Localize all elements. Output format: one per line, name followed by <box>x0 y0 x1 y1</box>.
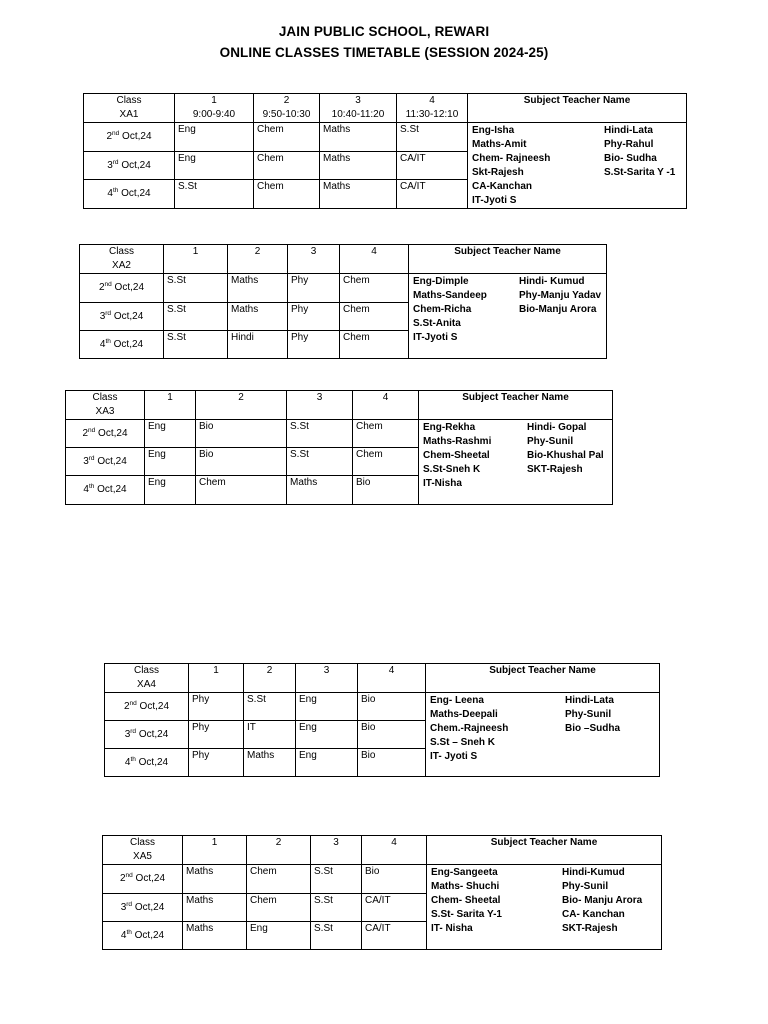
teacher-entry: S.St-Sneh K <box>423 464 481 475</box>
teacher-entry: Eng-Isha <box>472 125 515 136</box>
period-header <box>311 836 362 865</box>
period-header <box>145 391 196 420</box>
day-date: Oct,24 <box>134 901 165 913</box>
day-number: 3 <box>107 159 113 171</box>
class-header <box>80 245 164 274</box>
class-header <box>66 391 145 420</box>
period-header <box>340 245 409 274</box>
subject-cell: Phy <box>189 749 244 777</box>
timetable-xa5 <box>102 835 662 950</box>
day-cell <box>84 152 175 180</box>
period-header <box>353 391 419 420</box>
subject-cell: Bio <box>358 693 426 721</box>
subject-cell: Bio <box>358 749 426 777</box>
subject-cell: Phy <box>288 274 340 303</box>
teacher-entry: S.St-Anita <box>413 318 461 329</box>
teacher-entry: Phy-Rahul <box>604 139 654 150</box>
period-number: 1 <box>192 246 199 257</box>
subject-cell: Maths <box>228 303 288 331</box>
period-header <box>164 245 228 274</box>
subject-cell: Phy <box>288 303 340 331</box>
day-number: 2 <box>106 131 113 142</box>
subject-cell: Maths <box>228 274 288 303</box>
class-header <box>103 836 183 865</box>
class-name: XA3 <box>95 406 115 417</box>
period-header <box>287 391 353 420</box>
day-date: Oct,24 <box>122 131 152 142</box>
day-number: 4 <box>99 338 106 350</box>
teacher-list <box>409 274 607 359</box>
day-row <box>84 123 687 152</box>
subject-cell: Bio <box>362 865 427 894</box>
period-header <box>183 836 247 865</box>
period-header <box>254 94 320 123</box>
day-cell <box>66 448 145 476</box>
teacher-entry: Phy-Sunil <box>527 436 574 447</box>
period-time: 9:00-9:40 <box>192 109 236 120</box>
teacher-entry: Bio-Manju Arora <box>519 304 597 315</box>
teacher-entry: Chem- Sheetal <box>431 895 501 906</box>
day-cell <box>66 476 145 505</box>
class-header <box>105 664 189 693</box>
period-number: 1 <box>213 665 219 676</box>
timetable-xa4 <box>104 663 660 777</box>
period-header <box>320 94 397 123</box>
subject-cell: Chem <box>254 152 320 180</box>
teacher-entry: IT-Nisha <box>423 478 462 489</box>
period-number: 2 <box>254 246 261 257</box>
subject-cell: Maths <box>183 894 247 922</box>
subject-cell: Maths <box>320 123 397 152</box>
subject-cell: S.St <box>175 180 254 209</box>
period-number: 2 <box>238 392 244 403</box>
teacher-entry: Bio- Sudha <box>604 153 657 164</box>
class-label: Class <box>133 665 159 676</box>
subject-cell: Chem <box>340 274 409 303</box>
teacher-entry: Maths-Rashmi <box>423 436 492 447</box>
subject-cell: Chem <box>340 331 409 359</box>
day-suffix: th <box>126 928 132 936</box>
day-cell <box>103 922 183 950</box>
teacher-header-label: Subject Teacher Name <box>489 665 596 676</box>
teacher-entry: Hindi-Lata <box>604 125 653 136</box>
subject-cell: Phy <box>189 693 244 721</box>
subject-cell: Maths <box>320 180 397 209</box>
day-row <box>103 865 662 894</box>
teacher-entry: Maths-Deepali <box>430 709 498 720</box>
teacher-line <box>431 880 657 894</box>
day-suffix: rd <box>126 900 133 908</box>
teacher-header <box>427 836 662 865</box>
period-header <box>288 245 340 274</box>
header-row <box>105 664 660 693</box>
subject-cell: CA/IT <box>397 180 468 209</box>
header-row <box>84 94 687 123</box>
subject-cell: Chem <box>340 303 409 331</box>
period-number: 3 <box>316 392 323 403</box>
period-number: 1 <box>167 392 173 403</box>
teacher-line <box>430 750 655 764</box>
teacher-entry: CA- Kanchan <box>562 909 625 920</box>
subject-cell: Chem <box>196 476 287 505</box>
subject-cell: Eng <box>145 476 196 505</box>
day-suffix: th <box>130 755 136 763</box>
teacher-entry: Phy-Sunil <box>565 709 612 720</box>
period-header <box>358 664 426 693</box>
teacher-entry: Eng-Sangeeta <box>431 867 498 878</box>
subject-cell: Bio <box>358 721 426 749</box>
header-row <box>80 245 607 274</box>
subject-cell: Eng <box>296 693 358 721</box>
day-cell <box>103 894 183 922</box>
teacher-line <box>472 166 682 180</box>
teacher-line <box>430 736 655 750</box>
teacher-entry: Phy-Sunil <box>562 881 609 892</box>
day-cell <box>84 123 175 152</box>
subject-cell: Hindi <box>228 331 288 359</box>
teacher-entry: Maths-Sandeep <box>413 290 487 301</box>
subject-cell: CA/IT <box>397 152 468 180</box>
period-header <box>175 94 254 123</box>
teacher-list <box>419 420 613 505</box>
subject-cell: Bio <box>196 448 287 476</box>
teacher-line <box>423 449 608 463</box>
class-header <box>84 94 175 123</box>
teacher-entry: IT-Jyoti S <box>472 195 517 206</box>
period-time: 11:30-12:10 <box>405 109 459 120</box>
subject-cell: Chem <box>353 420 419 448</box>
teacher-entry: SKT-Rajesh <box>562 923 618 934</box>
day-number: 2 <box>98 282 105 293</box>
day-date: Oct,24 <box>97 455 127 467</box>
period-header <box>247 836 311 865</box>
day-number: 4 <box>107 188 113 199</box>
page-title: ONLINE CLASSES TIMETABLE (SESSION 2024-25) <box>219 45 549 60</box>
day-cell <box>105 749 189 777</box>
teacher-line <box>423 463 608 477</box>
teacher-entry: Maths- Shuchi <box>431 881 500 892</box>
period-number: 2 <box>266 665 273 676</box>
teacher-entry: Hindi-Kumud <box>562 867 625 878</box>
day-date: Oct,24 <box>134 929 165 941</box>
period-number: 4 <box>391 837 397 848</box>
period-time: 9:50-10:30 <box>262 109 311 120</box>
teacher-header <box>468 94 687 123</box>
teacher-list <box>468 123 687 209</box>
teacher-header <box>426 664 660 693</box>
teacher-line <box>431 894 657 908</box>
teacher-entry: Eng-Dimple <box>413 276 469 287</box>
teacher-entry: IT- Nisha <box>431 923 473 934</box>
period-number: 4 <box>371 246 377 257</box>
day-cell <box>80 331 164 359</box>
teacher-line <box>430 694 655 708</box>
subject-cell: S.St <box>397 123 468 152</box>
teacher-entry: S.St- Sarita Y-1 <box>431 909 502 920</box>
day-cell <box>66 420 145 448</box>
period-number: 2 <box>275 837 282 848</box>
teacher-line <box>431 922 657 936</box>
subject-cell: Phy <box>189 721 244 749</box>
period-header <box>296 664 358 693</box>
day-cell <box>103 865 183 894</box>
teacher-entry: IT- Jyoti S <box>430 751 478 762</box>
teacher-line <box>413 289 602 303</box>
teacher-entry: Skt-Rajesh <box>472 167 524 178</box>
class-name: XA2 <box>112 260 131 271</box>
teacher-header-label: Subject Teacher Name <box>454 246 561 257</box>
day-cell <box>80 274 164 303</box>
class-name: XA4 <box>137 679 156 690</box>
teacher-line <box>413 303 602 317</box>
teacher-header-label: Subject Teacher Name <box>462 392 569 403</box>
subject-cell: Eng <box>145 448 196 476</box>
teacher-entry: SKT-Rajesh <box>527 464 583 475</box>
timetable-xa2 <box>79 244 607 359</box>
subject-cell: Chem <box>247 865 311 894</box>
teacher-header-label: Subject Teacher Name <box>523 95 631 106</box>
subject-cell: Maths <box>183 865 247 894</box>
teacher-line <box>431 908 657 922</box>
teacher-line <box>413 317 602 331</box>
day-number: 4 <box>124 756 131 768</box>
teacher-entry: Eng-Rekha <box>423 422 476 433</box>
day-row <box>66 420 613 448</box>
day-date: Oct,24 <box>139 700 170 712</box>
day-suffix: th <box>88 483 95 490</box>
teacher-entry: Hindi- Gopal <box>527 422 587 433</box>
day-suffix: nd <box>88 426 96 434</box>
day-suffix: nd <box>104 281 112 288</box>
period-number: 4 <box>388 665 395 676</box>
day-suffix: nd <box>125 872 133 879</box>
subject-cell: S.St <box>164 274 228 303</box>
subject-cell: Eng <box>296 721 358 749</box>
day-date: Oct,24 <box>138 756 169 768</box>
subject-cell: Maths <box>287 476 353 505</box>
day-suffix: rd <box>105 309 112 317</box>
subject-cell: S.St <box>164 331 228 359</box>
subject-cell: S.St <box>311 922 362 950</box>
subject-cell: Eng <box>247 922 311 950</box>
timetable-xa1 <box>83 93 687 209</box>
day-suffix: nd <box>129 699 137 707</box>
day-cell <box>105 693 189 721</box>
subject-cell: Chem <box>254 180 320 209</box>
teacher-line <box>472 124 682 138</box>
period-number: 3 <box>323 665 330 676</box>
teacher-line <box>413 275 602 289</box>
teacher-entry: Chem.-Rajneesh <box>430 723 509 734</box>
day-date: Oct,24 <box>97 484 127 495</box>
teacher-entry: Chem-Sheetal <box>423 450 490 461</box>
period-number: 1 <box>211 95 217 106</box>
day-suffix: th <box>105 337 111 345</box>
subject-cell: Maths <box>183 922 247 950</box>
day-date: Oct,24 <box>114 282 145 293</box>
school-name: JAIN PUBLIC SCHOOL, REWARI <box>278 24 490 39</box>
day-number: 4 <box>83 484 89 495</box>
class-label: Class <box>92 392 118 403</box>
period-header <box>189 664 244 693</box>
period-header <box>244 664 296 693</box>
subject-cell: S.St <box>287 420 353 448</box>
teacher-line <box>472 194 682 208</box>
day-suffix: rd <box>88 454 95 462</box>
teacher-entry: CA-Kanchan <box>472 181 533 192</box>
subject-cell: Eng <box>145 420 196 448</box>
period-number: 3 <box>310 246 317 257</box>
teacher-entry: Maths-Amit <box>472 139 527 150</box>
day-date: Oct,24 <box>113 338 144 350</box>
period-number: 1 <box>211 837 218 848</box>
day-row <box>105 693 660 721</box>
day-date: Oct,24 <box>138 728 169 740</box>
teacher-entry: Bio- Manju Arora <box>562 895 643 906</box>
teacher-entry: IT-Jyoti S <box>413 332 458 343</box>
day-number: 3 <box>124 728 131 740</box>
class-name: XA1 <box>119 109 139 120</box>
timetable-xa3 <box>65 390 613 505</box>
teacher-entry: Hindi-Lata <box>565 695 614 706</box>
day-date: Oct,24 <box>121 188 151 199</box>
period-number: 4 <box>382 392 389 403</box>
period-header <box>196 391 287 420</box>
day-suffix: rd <box>112 158 119 166</box>
day-number: 3 <box>120 901 127 913</box>
period-header <box>228 245 288 274</box>
teacher-line <box>430 708 655 722</box>
subject-cell: Maths <box>244 749 296 777</box>
teacher-entry: Chem- Rajneesh <box>472 153 551 164</box>
teacher-line <box>423 477 608 491</box>
day-date: Oct,24 <box>98 427 128 439</box>
class-label: Class <box>116 95 142 106</box>
header-row <box>103 836 662 865</box>
teacher-line <box>413 331 602 345</box>
subject-cell: Bio <box>196 420 287 448</box>
day-date: Oct,24 <box>135 873 166 884</box>
class-label: Class <box>129 837 155 848</box>
subject-cell: S.St <box>244 693 296 721</box>
teacher-entry: S.St-Sarita Y -1 <box>604 167 676 178</box>
day-suffix: th <box>112 187 119 194</box>
day-number: 2 <box>119 873 126 884</box>
day-cell <box>84 180 175 209</box>
day-number: 3 <box>83 455 89 467</box>
subject-cell: S.St <box>164 303 228 331</box>
subject-cell: CA/IT <box>362 894 427 922</box>
day-number: 2 <box>123 700 130 712</box>
class-name: XA5 <box>133 851 152 862</box>
teacher-entry: S.St – Sneh K <box>430 737 496 748</box>
teacher-line <box>431 866 657 880</box>
day-number: 4 <box>120 929 127 941</box>
subject-cell: Chem <box>247 894 311 922</box>
header-row <box>66 391 613 420</box>
day-row <box>80 274 607 303</box>
teacher-header-label: Subject Teacher Name <box>490 837 598 848</box>
teacher-list <box>426 693 660 777</box>
subject-cell: S.St <box>311 894 362 922</box>
subject-cell: IT <box>244 721 296 749</box>
day-cell <box>105 721 189 749</box>
teacher-entry: Hindi- Kumud <box>519 276 585 287</box>
teacher-entry: Eng- Leena <box>430 695 484 706</box>
teacher-header <box>419 391 613 420</box>
period-header <box>362 836 427 865</box>
teacher-entry: Phy-Manju Yadav <box>519 290 602 301</box>
class-label: Class <box>108 246 134 257</box>
teacher-entry: Bio –Sudha <box>565 723 621 734</box>
period-number: 4 <box>429 95 435 106</box>
period-number: 2 <box>283 95 290 106</box>
teacher-line <box>472 138 682 152</box>
teacher-entry: Bio-Khushal Pal <box>527 450 604 461</box>
subject-cell: Eng <box>296 749 358 777</box>
day-number: 2 <box>82 427 89 439</box>
day-cell <box>80 303 164 331</box>
period-time: 10:40-11:20 <box>331 109 385 120</box>
day-suffix: rd <box>130 727 137 735</box>
teacher-line <box>423 435 608 449</box>
subject-cell: Maths <box>320 152 397 180</box>
subject-cell: S.St <box>287 448 353 476</box>
subject-cell: Eng <box>175 152 254 180</box>
subject-cell: Bio <box>353 476 419 505</box>
period-header <box>397 94 468 123</box>
teacher-list <box>427 865 662 950</box>
period-number: 3 <box>355 95 361 106</box>
day-number: 3 <box>99 310 106 322</box>
teacher-line <box>423 421 608 435</box>
period-number: 3 <box>333 837 339 848</box>
subject-cell: Eng <box>175 123 254 152</box>
subject-cell: Chem <box>353 448 419 476</box>
teacher-entry: Chem-Richa <box>413 304 472 315</box>
day-date: Oct,24 <box>113 310 144 322</box>
day-suffix: nd <box>112 130 120 137</box>
teacher-line <box>430 722 655 736</box>
teacher-line <box>472 152 682 166</box>
teacher-header <box>409 245 607 274</box>
subject-cell: Phy <box>288 331 340 359</box>
subject-cell: Chem <box>254 123 320 152</box>
subject-cell: S.St <box>311 865 362 894</box>
subject-cell: CA/IT <box>362 922 427 950</box>
day-date: Oct,24 <box>121 159 151 171</box>
teacher-line <box>472 180 682 194</box>
